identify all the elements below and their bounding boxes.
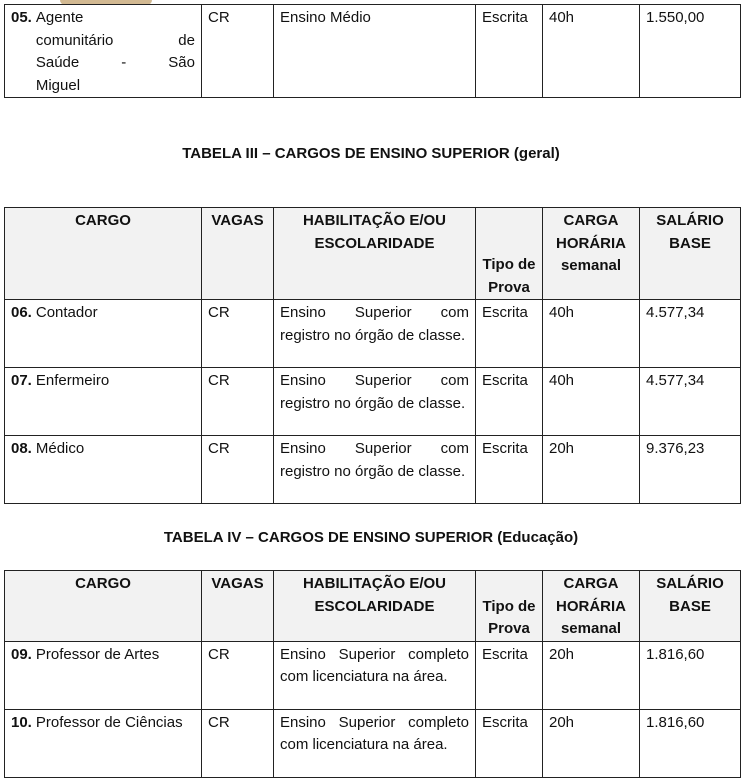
tipo-cell: Escrita xyxy=(476,5,543,98)
carga-cell: 40h xyxy=(543,300,640,368)
table-header-row xyxy=(5,571,741,642)
habilitacao-cell: Ensino Médio xyxy=(274,5,476,98)
cargo-name: Contador xyxy=(35,304,98,321)
habilitacao-cell: Ensino Superior com registro no órgão de classe. xyxy=(274,436,476,504)
vagas-cell: CR xyxy=(202,641,274,709)
carga-cell: 20h xyxy=(543,641,640,709)
vagas-cell: CR xyxy=(202,5,274,98)
habilitacao-cell: Ensino Superior completo com licenciatura na área. xyxy=(274,709,476,777)
cargo-cell xyxy=(5,300,202,368)
salario-cell: 1.816,60 xyxy=(640,641,741,709)
cargo-cell xyxy=(5,641,202,709)
tipo-cell: Escrita xyxy=(476,436,543,504)
row-number: 10. xyxy=(11,713,32,731)
header-carga: CARGA HORÁRIA semanal xyxy=(543,208,640,300)
cargo-cell xyxy=(5,709,202,777)
salario-cell: 1.550,00 xyxy=(640,5,741,98)
cargo-line: Agente xyxy=(35,9,84,26)
table-ii-tail xyxy=(4,4,741,98)
table-header-row xyxy=(5,208,741,300)
row-number: 06. xyxy=(11,304,32,321)
cargo-line: comunitário de xyxy=(35,31,195,49)
table-iii-title: TABELA III – CARGOS DE ENSINO SUPERIOR (geral) xyxy=(182,145,560,162)
cargo-name: Médico xyxy=(35,440,85,457)
cargo-name: Professor de Artes xyxy=(35,645,160,663)
cargo-line: Miguel xyxy=(35,76,81,94)
salario-cell: 4.577,34 xyxy=(640,300,741,368)
carga-cell: 40h xyxy=(543,368,640,436)
header-cargo: CARGO xyxy=(5,208,202,300)
header-vagas: VAGAS xyxy=(202,208,274,300)
header-habilitacao: HABILITAÇÃO E/OU ESCOLARIDADE xyxy=(274,208,476,300)
header-cargo: CARGO xyxy=(5,571,202,642)
table-row xyxy=(5,436,741,504)
vagas-cell: CR xyxy=(202,709,274,777)
header-salario: SALÁRIO BASE xyxy=(640,208,741,300)
tipo-cell: Escrita xyxy=(476,300,543,368)
vagas-cell: CR xyxy=(202,300,274,368)
header-salario: SALÁRIO BASE xyxy=(640,571,741,642)
carga-cell: 20h xyxy=(543,709,640,777)
cargo-cell xyxy=(5,368,202,436)
salario-cell: 1.816,60 xyxy=(640,709,741,777)
habilitacao-cell: Ensino Superior com registro no órgão de classe. xyxy=(274,300,476,368)
table-iv-title: TABELA IV – CARGOS DE ENSINO SUPERIOR (Educação) xyxy=(163,529,579,546)
header-carga: CARGA HORÁRIA semanal xyxy=(543,571,640,642)
cargo-name: Professor de Ciências xyxy=(35,713,183,731)
cargo-name: Enfermeiro xyxy=(35,372,110,389)
tipo-cell: Escrita xyxy=(476,368,543,436)
salario-cell: 4.577,34 xyxy=(640,368,741,436)
row-number: 07. xyxy=(11,372,32,389)
row-number: 05. xyxy=(11,9,32,26)
row-number: 09. xyxy=(11,645,32,663)
table-iii xyxy=(4,207,741,504)
habilitacao-cell: Ensino Superior completo com licenciatura na área. xyxy=(274,641,476,709)
header-habilitacao: HABILITAÇÃO E/OU ESCOLARIDADE xyxy=(274,571,476,642)
header-vagas: VAGAS xyxy=(202,571,274,642)
salario-cell: 9.376,23 xyxy=(640,436,741,504)
table-iv xyxy=(4,570,741,778)
tipo-cell: Escrita xyxy=(476,641,543,709)
table-row xyxy=(5,368,741,436)
carga-cell: 20h xyxy=(543,436,640,504)
habilitacao-cell: Ensino Superior com registro no órgão de classe. xyxy=(274,368,476,436)
tipo-cell: Escrita xyxy=(476,709,543,777)
vagas-cell: CR xyxy=(202,368,274,436)
cargo-line: Saúde - São xyxy=(35,54,195,71)
vagas-cell: CR xyxy=(202,436,274,504)
header-tipo: Tipo de Prova xyxy=(476,571,543,642)
table-row xyxy=(5,641,741,709)
cargo-cell xyxy=(5,436,202,504)
table-row xyxy=(5,5,741,98)
cargo-cell xyxy=(5,5,202,98)
carga-cell: 40h xyxy=(543,5,640,98)
table-row xyxy=(5,300,741,368)
row-number: 08. xyxy=(11,440,32,457)
header-tipo: Tipo de Prova xyxy=(476,208,543,300)
table-row xyxy=(5,709,741,777)
